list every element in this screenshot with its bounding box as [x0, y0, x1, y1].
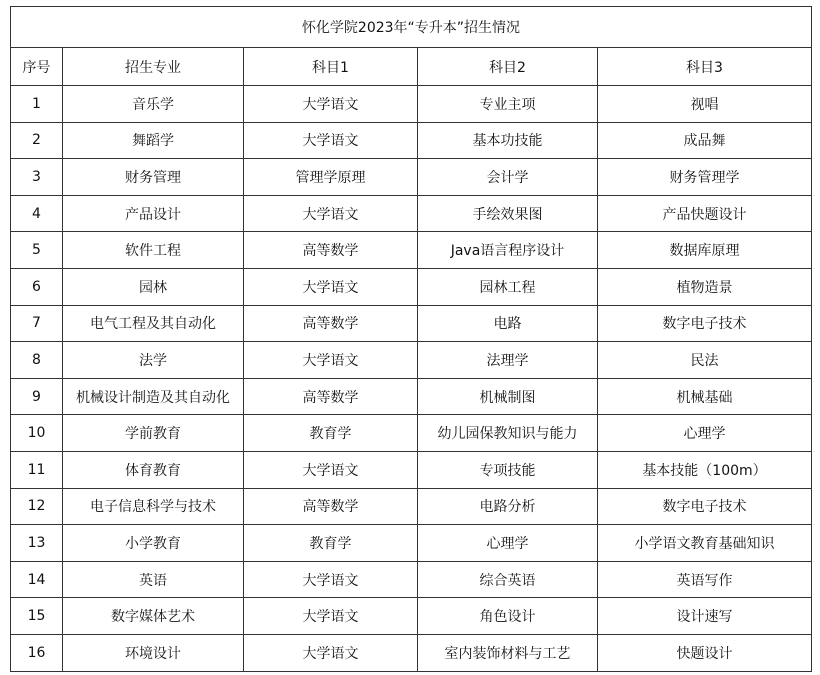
- cell-subject-3: 视唱: [598, 86, 812, 123]
- cell-major: 英语: [63, 561, 244, 598]
- cell-subject-1: 教育学: [244, 525, 418, 562]
- cell-index: 9: [11, 378, 63, 415]
- cell-major: 小学教育: [63, 525, 244, 562]
- cell-subject-2: 法理学: [418, 342, 598, 379]
- cell-subject-1: 管理学原理: [244, 159, 418, 196]
- table-row: [11, 305, 812, 342]
- cell-subject-3: 基本技能（100m）: [598, 451, 812, 488]
- cell-major: 数字媒体艺术: [63, 598, 244, 635]
- cell-major: 电气工程及其自动化: [63, 305, 244, 342]
- cell-subject-3: 民法: [598, 342, 812, 379]
- cell-index: 16: [11, 634, 63, 671]
- table-row: [11, 561, 812, 598]
- cell-major: 财务管理: [63, 159, 244, 196]
- table-row: [11, 488, 812, 525]
- cell-index: 14: [11, 561, 63, 598]
- cell-major: 体育教育: [63, 451, 244, 488]
- cell-index: 3: [11, 159, 63, 196]
- cell-subject-3: 小学语文教育基础知识: [598, 525, 812, 562]
- cell-index: 4: [11, 195, 63, 232]
- header-row: [11, 48, 812, 86]
- header-index: 序号: [11, 48, 63, 86]
- header-subject-1: 科目1: [244, 48, 418, 86]
- cell-index: 7: [11, 305, 63, 342]
- table-body: [11, 86, 812, 672]
- cell-subject-3: 成品舞: [598, 122, 812, 159]
- cell-subject-3: 数字电子技术: [598, 488, 812, 525]
- cell-subject-1: 高等数学: [244, 305, 418, 342]
- cell-index: 2: [11, 122, 63, 159]
- cell-major: 电子信息科学与技术: [63, 488, 244, 525]
- cell-subject-1: 高等数学: [244, 378, 418, 415]
- table-row: [11, 86, 812, 123]
- header-subject-3: 科目3: [598, 48, 812, 86]
- table-row: [11, 378, 812, 415]
- cell-subject-2: 幼儿园保教知识与能力: [418, 415, 598, 452]
- cell-major: 机械设计制造及其自动化: [63, 378, 244, 415]
- cell-major: 舞蹈学: [63, 122, 244, 159]
- table-row: [11, 195, 812, 232]
- cell-index: 8: [11, 342, 63, 379]
- table-row: [11, 159, 812, 196]
- cell-subject-1: 大学语文: [244, 122, 418, 159]
- cell-major: 环境设计: [63, 634, 244, 671]
- cell-subject-2: Java语言程序设计: [418, 232, 598, 269]
- cell-index: 1: [11, 86, 63, 123]
- cell-subject-2: 专业主项: [418, 86, 598, 123]
- table-row: [11, 415, 812, 452]
- table-row: [11, 451, 812, 488]
- cell-subject-1: 高等数学: [244, 488, 418, 525]
- cell-subject-1: 大学语文: [244, 598, 418, 635]
- cell-subject-1: 大学语文: [244, 451, 418, 488]
- cell-index: 15: [11, 598, 63, 635]
- cell-subject-3: 机械基础: [598, 378, 812, 415]
- cell-subject-2: 综合英语: [418, 561, 598, 598]
- cell-subject-3: 英语写作: [598, 561, 812, 598]
- cell-index: 13: [11, 525, 63, 562]
- cell-subject-3: 快题设计: [598, 634, 812, 671]
- cell-subject-1: 教育学: [244, 415, 418, 452]
- cell-subject-3: 植物造景: [598, 268, 812, 305]
- cell-major: 法学: [63, 342, 244, 379]
- cell-subject-2: 专项技能: [418, 451, 598, 488]
- header-major: 招生专业: [63, 48, 244, 86]
- cell-subject-1: 大学语文: [244, 195, 418, 232]
- cell-major: 产品设计: [63, 195, 244, 232]
- cell-subject-2: 心理学: [418, 525, 598, 562]
- cell-subject-3: 产品快题设计: [598, 195, 812, 232]
- cell-subject-3: 财务管理学: [598, 159, 812, 196]
- cell-major: 学前教育: [63, 415, 244, 452]
- enrollment-table: [10, 6, 812, 672]
- cell-subject-3: 数字电子技术: [598, 305, 812, 342]
- cell-subject-3: 设计速写: [598, 598, 812, 635]
- cell-index: 6: [11, 268, 63, 305]
- cell-subject-1: 大学语文: [244, 634, 418, 671]
- cell-subject-1: 大学语文: [244, 342, 418, 379]
- table-title: 怀化学院2023年“专升本”招生情况: [11, 7, 812, 48]
- cell-subject-2: 电路: [418, 305, 598, 342]
- cell-subject-2: 室内装饰材料与工艺: [418, 634, 598, 671]
- cell-subject-2: 园林工程: [418, 268, 598, 305]
- table-row: [11, 634, 812, 671]
- cell-subject-2: 基本功技能: [418, 122, 598, 159]
- cell-major: 园林: [63, 268, 244, 305]
- cell-subject-2: 角色设计: [418, 598, 598, 635]
- cell-index: 12: [11, 488, 63, 525]
- cell-subject-1: 大学语文: [244, 561, 418, 598]
- cell-subject-2: 机械制图: [418, 378, 598, 415]
- table-row: [11, 232, 812, 269]
- cell-subject-2: 会计学: [418, 159, 598, 196]
- cell-index: 11: [11, 451, 63, 488]
- cell-subject-3: 心理学: [598, 415, 812, 452]
- table-row: [11, 122, 812, 159]
- table-row: [11, 598, 812, 635]
- cell-subject-1: 高等数学: [244, 232, 418, 269]
- cell-subject-1: 大学语文: [244, 268, 418, 305]
- cell-major: 音乐学: [63, 86, 244, 123]
- cell-index: 10: [11, 415, 63, 452]
- table-row: [11, 525, 812, 562]
- cell-subject-2: 手绘效果图: [418, 195, 598, 232]
- table-row: [11, 342, 812, 379]
- table-row: [11, 268, 812, 305]
- cell-subject-3: 数据库原理: [598, 232, 812, 269]
- cell-index: 5: [11, 232, 63, 269]
- cell-major: 软件工程: [63, 232, 244, 269]
- header-subject-2: 科目2: [418, 48, 598, 86]
- cell-subject-2: 电路分析: [418, 488, 598, 525]
- cell-subject-1: 大学语文: [244, 86, 418, 123]
